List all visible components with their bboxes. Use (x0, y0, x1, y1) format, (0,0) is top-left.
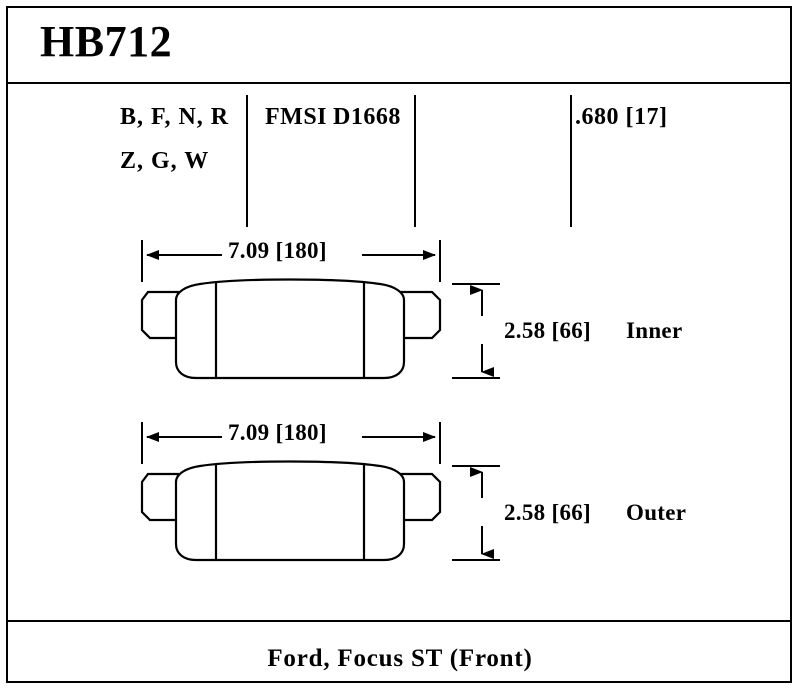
inner-height-arrow (452, 284, 500, 378)
thickness-value: .680 [17] (575, 104, 668, 130)
inner-pad-shape (142, 280, 440, 379)
compound-codes-line-2: Z, G, W (120, 148, 210, 174)
outer-height-dimension: 2.58 [66] (504, 500, 592, 525)
outer-pad-shape (142, 462, 440, 561)
fmsi-value: D1668 (333, 104, 401, 130)
outer-width-arrow (142, 422, 440, 464)
inner-width-arrow (142, 240, 440, 282)
inner-height-dimension: 2.58 [66] (504, 318, 592, 343)
fmsi-label: FMSI (265, 104, 327, 130)
vehicle-application-caption: Ford, Focus ST (Front) (267, 645, 533, 672)
part-number: HB712 (40, 17, 173, 66)
outer-width-dimension: 7.09 [180] (228, 420, 327, 445)
compound-codes-line-1: B, F, N, R (120, 104, 230, 130)
outer-height-arrow (452, 466, 500, 560)
inner-width-dimension: 7.09 [180] (228, 238, 327, 263)
outer-position-label: Outer (626, 500, 687, 525)
inner-position-label: Inner (626, 318, 683, 343)
